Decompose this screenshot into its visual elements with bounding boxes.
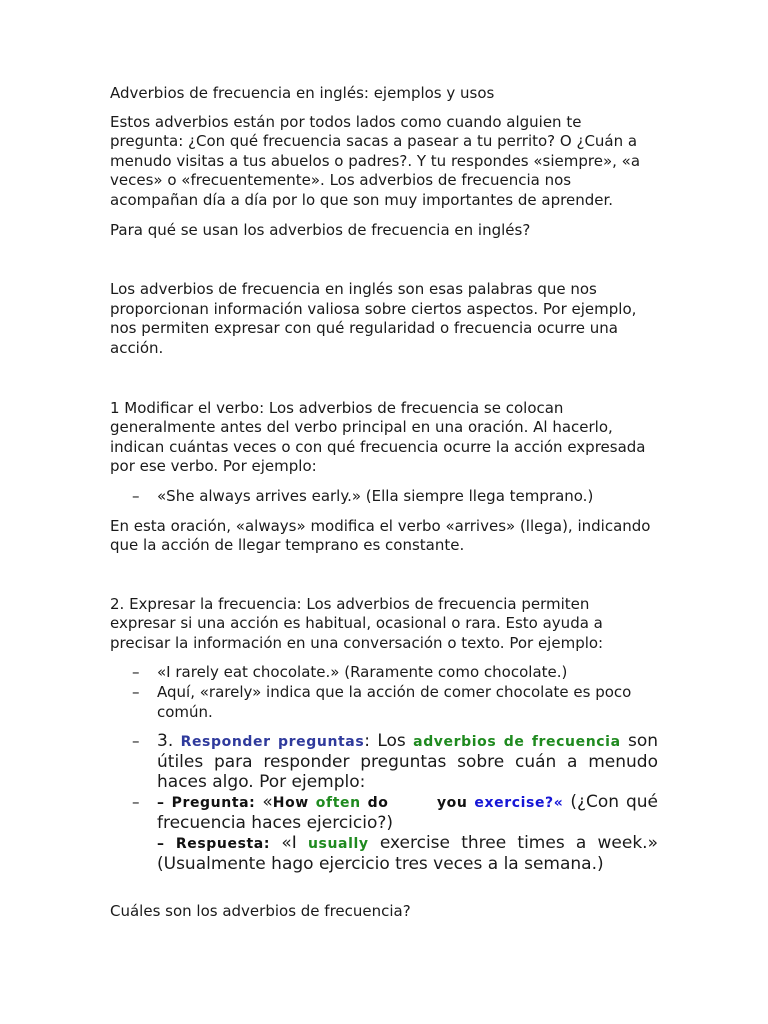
section2-list (110, 663, 658, 722)
section1-explanation: En esta oración, «always» modifica el verbo «arrives» (llega), indicando que la acción de llegar temprano es constante. (110, 516, 651, 555)
section3-text: son útiles para responder preguntas sobre cuán a menudo haces algo. Por ejemplo: (157, 731, 659, 793)
question-label: – Pregunta: (157, 795, 263, 812)
dash-bullet: – (132, 486, 140, 505)
section3-colon: : Los (364, 731, 414, 752)
definition-paragraph: Los adverbios de frecuencia en inglés son esas palabras que nos proporcionan información valiosa sobre ciertos aspectos. Por ejemplo, nos permiten expresar con qué regularidad o frecuencia ocurre una acción. (110, 280, 637, 357)
list-item (110, 487, 658, 507)
uses-question-heading: Para qué se usan los adverbios de frecuencia en inglés? (110, 220, 531, 239)
which-question-heading: Cuáles son los adverbios de frecuencia? (110, 902, 411, 921)
section3-list (110, 731, 658, 874)
dash-bullet: – (132, 793, 140, 812)
list-item (110, 663, 658, 683)
document-title: Adverbios de frecuencia en inglés: ejemplos y usos (110, 84, 495, 102)
question-open-quote: « (262, 792, 273, 813)
word-do: do (367, 795, 389, 812)
word-usually: usually (307, 836, 369, 853)
section3-number: 3. (157, 731, 181, 752)
dash-bullet: – (132, 683, 140, 702)
list-item (110, 683, 658, 722)
answer-label: – Respuesta: (157, 836, 282, 853)
list-item (110, 792, 658, 874)
section3-heading: Responder preguntas (180, 734, 365, 751)
question-translation: (¿Con qué frecuencia haces ejercicio?) (157, 792, 659, 834)
answer-text: exercise three times a week.» (Usualmente hago ejercicio tres veces a la semana.) (157, 833, 658, 875)
word-how: How (272, 795, 309, 812)
document-page (110, 84, 658, 922)
section1-list (110, 487, 658, 507)
list-item-text: «She always arrives early.» (Ella siempre llega temprano.) (157, 486, 594, 505)
word-often: often (315, 795, 361, 812)
keyword-adverbios: adverbios de frecuencia (413, 734, 621, 751)
intro-paragraph: Estos adverbios están por todos lados como cuando alguien te pregunta: ¿Con qué frecuencia sacas a pasear a tu perrito? O ¿Cuán a menudo visitas a tus abuelos o padres?. Y tu respondes «siempre», «a veces» o «frecuentemente». Los adverbios de frecuencia nos acompañan día a día por lo que son muy importantes de aprender. (110, 112, 641, 209)
word-you: you (436, 795, 468, 812)
answer-open-quote: «I (281, 833, 308, 854)
dash-bullet: – (132, 732, 140, 751)
word-exercise: exercise?« (474, 795, 564, 812)
section1-paragraph: 1 Modificar el verbo: Los adverbios de frecuencia se colocan generalmente antes del verbo principal en una oración. Al hacerlo, indican cuántas veces o con qué frecuencia ocurre la acción expresada por ese verbo. Por ejemplo: (110, 398, 646, 476)
list-item (110, 731, 658, 792)
section2-paragraph: 2. Expresar la frecuencia: Los adverbios de frecuencia permiten expresar si una acción es habitual, ocasional o rara. Esto ayuda a precisar la información en una conversación o texto. Por ejemplo: (110, 594, 604, 652)
list-item-text: «I rarely eat chocolate.» (Raramente como chocolate.) (157, 663, 568, 682)
dash-bullet: – (132, 663, 140, 682)
list-item-text: Aquí, «rarely» indica que la acción de comer chocolate es poco común. (157, 683, 632, 721)
